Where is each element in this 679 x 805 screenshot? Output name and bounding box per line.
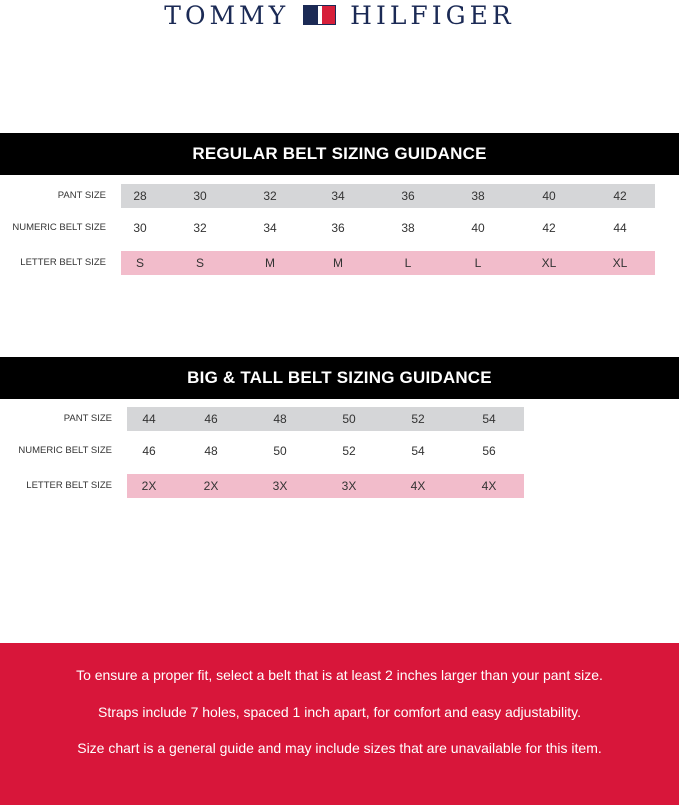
big-tall-section-title: BIG & TALL BELT SIZING GUIDANCE <box>0 357 679 399</box>
regular-cell: 38 <box>471 189 485 203</box>
regular-cell: 30 <box>193 189 207 203</box>
regular-cell: S <box>135 256 144 270</box>
big-tall-cell: 46 <box>204 412 218 426</box>
regular-cell: XL <box>612 256 628 270</box>
regular-row <box>0 216 679 240</box>
fit-notes-panel <box>0 643 679 805</box>
regular-row-label: LETTER BELT SIZE <box>20 257 106 268</box>
regular-row-label: NUMERIC BELT SIZE <box>12 222 106 233</box>
regular-row-label: PANT SIZE <box>57 190 106 201</box>
big-tall-row-band <box>127 407 524 431</box>
regular-cell: M <box>265 256 275 270</box>
big-tall-cell: 2X <box>203 479 219 493</box>
regular-cell: M <box>333 256 343 270</box>
regular-cell: 36 <box>401 189 415 203</box>
big-tall-row-label: PANT SIZE <box>63 413 112 424</box>
big-tall-cell: 3X <box>272 479 288 493</box>
big-tall-cell: 3X <box>341 479 357 493</box>
regular-cell: S <box>195 256 204 270</box>
holes-note: Straps include 7 holes, spaced 1 inch apart, for comfort and easy adjustability. <box>97 704 581 720</box>
big-tall-cell: 50 <box>273 444 287 458</box>
regular-cell: 42 <box>613 189 627 203</box>
availability-note: Size chart is a general guide and may include sizes that are unavailable for this item. <box>77 740 602 756</box>
regular-cell: 32 <box>193 221 207 235</box>
regular-cell: 40 <box>471 221 485 235</box>
brand-name-right: HILFIGER <box>350 0 515 30</box>
big-tall-cell: 46 <box>142 444 156 458</box>
flag-icon <box>303 5 336 25</box>
fit-note: To ensure a proper fit, select a belt that is at least 2 inches larger than your pant size. <box>76 667 603 683</box>
big-tall-cell: 50 <box>342 412 356 426</box>
big-tall-cell: 52 <box>342 444 356 458</box>
big-tall-cell: 48 <box>204 444 218 458</box>
regular-cell: 28 <box>133 189 147 203</box>
big-tall-cell: 44 <box>142 412 156 426</box>
regular-cell: 34 <box>331 189 345 203</box>
regular-cell: L <box>404 256 412 270</box>
big-tall-cell: 54 <box>482 412 496 426</box>
big-tall-cell: 48 <box>273 412 287 426</box>
regular-row <box>0 184 679 208</box>
regular-cell: 38 <box>401 221 415 235</box>
brand-name-left: TOMMY <box>164 0 290 30</box>
big-tall-row-label: LETTER BELT SIZE <box>26 480 112 491</box>
big-tall-row-label: NUMERIC BELT SIZE <box>18 445 112 456</box>
regular-cell: L <box>474 256 482 270</box>
big-tall-cell: 4X <box>481 479 497 493</box>
regular-cell: 44 <box>613 221 627 235</box>
big-tall-cell: 2X <box>141 479 157 493</box>
regular-cell: 36 <box>331 221 345 235</box>
regular-cell: XL <box>541 256 557 270</box>
big-tall-row <box>0 474 679 498</box>
regular-cell: 30 <box>133 221 147 235</box>
big-tall-cell: 56 <box>482 444 496 458</box>
big-tall-cell: 4X <box>410 479 426 493</box>
brand-logo <box>0 0 679 30</box>
big-tall-row <box>0 407 679 431</box>
big-tall-cell: 54 <box>411 444 425 458</box>
regular-row <box>0 251 679 275</box>
big-tall-cell: 52 <box>411 412 425 426</box>
regular-cell: 32 <box>263 189 277 203</box>
regular-cell: 34 <box>263 221 277 235</box>
big-tall-row <box>0 439 679 463</box>
big-tall-row-band <box>127 474 524 498</box>
regular-cell: 42 <box>542 221 556 235</box>
regular-cell: 40 <box>542 189 556 203</box>
regular-section-title: REGULAR BELT SIZING GUIDANCE <box>0 133 679 175</box>
